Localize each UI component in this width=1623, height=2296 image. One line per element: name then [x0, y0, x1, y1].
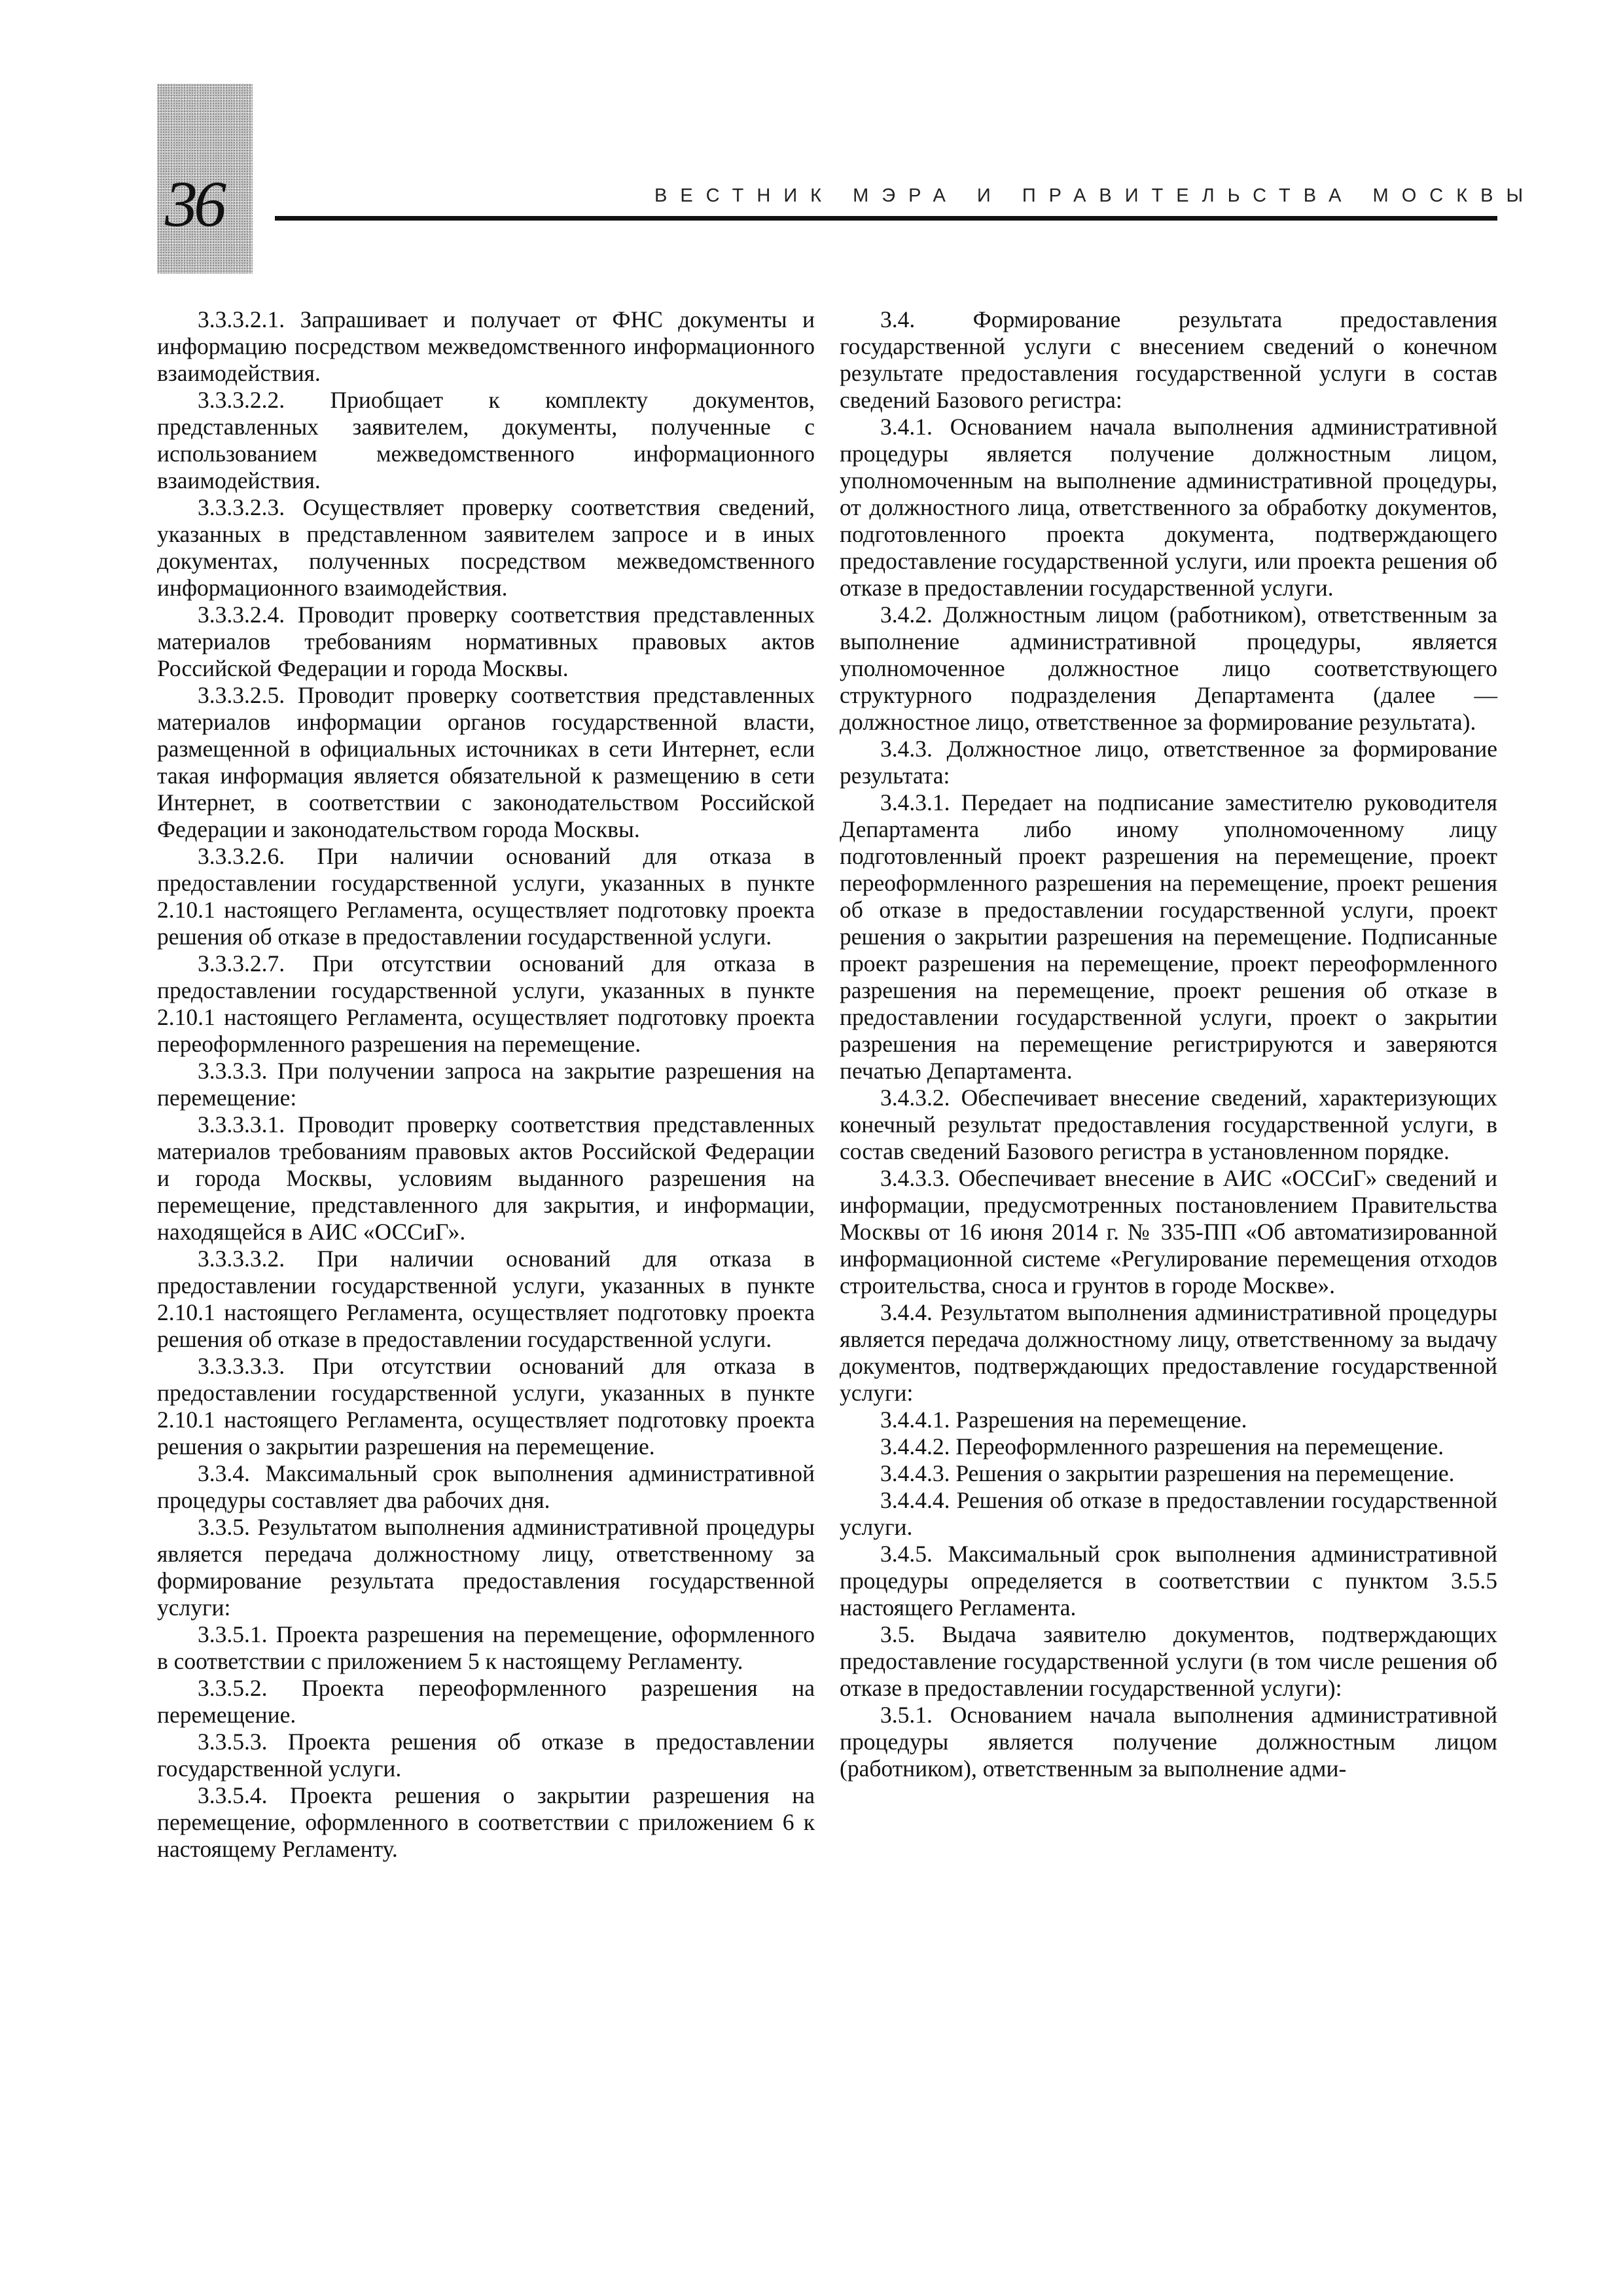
paragraph: 3.3.3.2.6. При наличии оснований для отказа в предоставлении государственной услуги, указанных в пункте 2.10.1 настоящего Регламента, осуществляет подготовку проекта решения об отказе в предоставлении государственной услуги.: [157, 843, 815, 950]
paragraph: 3.3.5.1. Проекта разрешения на перемещение, оформленного в соответствии с приложением 5 к настоящему Регламенту.: [157, 1621, 815, 1674]
left-column: [157, 306, 815, 1863]
paragraph: 3.3.5. Результатом выполнения административной процедуры является передача должностному лицу, ответственному за формирование результата предоставления государственной услуги:: [157, 1514, 815, 1621]
paragraph: 3.4.3. Должностное лицо, ответственное за формирование результата:: [840, 736, 1497, 789]
paragraph: 3.4.4.2. Переоформленного разрешения на перемещение.: [880, 1433, 1444, 1460]
paragraph: 3.3.5.4. Проекта решения о закрытии разрешения на перемещение, оформленного в соответствии с приложением 6 к настоящему Регламенту.: [157, 1782, 815, 1862]
paragraph: 3.3.3.3.2. При наличии оснований для отказа в предоставлении государственной услуги, указанных в пункте 2.10.1 настоящего Регламента, осуществляет подготовку проекта решения об отказе в предоставлении государственной услуги.: [157, 1246, 815, 1352]
paragraph: 3.4.4.3. Решения о закрытии разрешения на перемещение.: [880, 1460, 1455, 1486]
paragraph: 3.3.3.3.1. Проводит проверку соответствия представленных материалов требованиям правовых актов Российской Федерации и города Москвы, условиям выданного разрешения на перемещение, представленного для закрытия, и информации, находящейся в АИС «ОССиГ».: [157, 1111, 815, 1245]
paragraph: 3.4.3.2. Обеспечивает внесение сведений, характеризующих конечный результат предоставления государственной услуги, в состав сведений Базового регистра в установленном порядке.: [840, 1085, 1497, 1164]
paragraph: 3.3.3.2.3. Осуществляет проверку соответствия сведений, указанных в представленном заявителем запросе и в иных документах, полученных посредством межведомственного информационного взаимодействия.: [157, 494, 815, 601]
paragraph: 3.4.4.1. Разрешения на перемещение.: [880, 1407, 1247, 1433]
page-number: 36: [165, 168, 223, 240]
paragraph: 3.3.5.2. Проекта переоформленного разрешения на перемещение.: [157, 1675, 815, 1728]
paragraph: 3.3.3.3. При получении запроса на закрытие разрешения на перемещение:: [157, 1058, 815, 1111]
paragraph: 3.3.4. Максимальный срок выполнения административной процедуры составляет два рабочих дня.: [157, 1460, 815, 1513]
journal-title: ВЕСТНИК МЭРА И ПРАВИТЕЛЬСТВА МОСКВЫ: [654, 185, 1537, 206]
paragraph: 3.4.5. Максимальный срок выполнения административной процедуры определяется в соответствии с пунктом 3.5.5 настоящего Регламента.: [840, 1541, 1497, 1621]
paragraph: 3.4.2. Должностным лицом (работником), ответственным за выполнение административной процедуры, является уполномоченное должностное лицо соответствующего структурного подразделения Департамента (далее — должностное лицо, ответственное за формирование результата).: [840, 601, 1497, 735]
paragraph: 3.3.3.2.2. Приобщает к комплекту документов, представленных заявителем, документы, полученные с использованием межведомственного информационного взаимодействия.: [157, 387, 815, 493]
header-rule: [275, 216, 1497, 221]
paragraph: 3.3.3.3.3. При отсутствии оснований для отказа в предоставлении государственной услуги, указанных в пункте 2.10.1 настоящего Регламента, осуществляет подготовку проекта решения о закрытии разрешения на перемещение.: [157, 1353, 815, 1460]
paragraph: 3.5.1. Основанием начала выполнения административной процедуры является получение должностным лицом (работником), ответственным за выполнение адми-: [840, 1702, 1497, 1782]
paragraph: 3.4.4. Результатом выполнения административной процедуры является передача должностному лицу, ответственному за выдачу документов, подтверждающих предоставление государственной услуги:: [840, 1299, 1497, 1406]
paragraph: 3.3.5.3. Проекта решения об отказе в предоставлении государственной услуги.: [157, 1729, 815, 1782]
paragraph: 3.4.3.3. Обеспечивает внесение в АИС «ОССиГ» сведений и информации, предусмотренных постановлением Правительства Москвы от 16 июня 2014 г. № 335-ПП «Об автоматизированной информационной системе «Регулирование перемещения отходов строительства, сноса и грунтов в городе Москве».: [840, 1165, 1497, 1299]
paragraph: 3.4.3.1. Передает на подписание заместителю руководителя Департамента либо иному уполномоченному лицу подготовленный проект разрешения на перемещение, проект переоформленного разрешения на перемещение, проект решения об отказе в предоставлении государственной услуги, проект решения о закрытии разрешения на перемещение. Подписанные проект разрешения на перемещение, проект переоформленного разрешения на перемещение, проект решения об отказе в предоставлении государственной услуги, проект о закрытии разрешения на перемещение регистрируются и заверяются печатью Департамента.: [840, 789, 1497, 1084]
paragraph: 3.4.4.4. Решения об отказе в предоставлении государственной услуги.: [840, 1487, 1497, 1540]
right-column: [840, 306, 1497, 1782]
paragraph: 3.3.3.2.7. При отсутствии оснований для отказа в предоставлении государственной услуги, указанных в пункте 2.10.1 настоящего Регламента, осуществляет подготовку проекта переоформленного разрешения на перемещение.: [157, 950, 815, 1057]
paragraph: 3.5. Выдача заявителю документов, подтверждающих предоставление государственной услуги (в том числе решения об отказе в предоставлении государственной услуги):: [840, 1621, 1497, 1701]
paragraph: 3.3.3.2.5. Проводит проверку соответствия представленных материалов информации органов государственной власти, размещенной в официальных источниках в сети Интернет, если такая информация является обязательной к размещению в сети Интернет, в соответствии с законодательством Российской Федерации и законодательством города Москвы.: [157, 682, 815, 842]
paragraph: 3.4.1. Основанием начала выполнения административной процедуры является получение должностным лицом, уполномоченным на выполнение административной процедуры, от должностного лица, ответственного за обработку документов, подготовленного проекта документа, подтверждающего предоставление государственной услуги, или проекта решения об отказе в предоставлении государственной услуги.: [840, 414, 1497, 601]
paragraph: 3.3.3.2.1. Запрашивает и получает от ФНС документы и информацию посредством межведомственного информационного взаимодействия.: [157, 306, 815, 386]
paragraph: 3.4. Формирование результата предоставления государственной услуги с внесением сведений о конечном результате предоставления государственной услуги в состав сведений Базового регистра:: [840, 306, 1497, 413]
paragraph: 3.3.3.2.4. Проводит проверку соответствия представленных материалов требованиям нормативных правовых актов Российской Федерации и города Москвы.: [157, 601, 815, 681]
